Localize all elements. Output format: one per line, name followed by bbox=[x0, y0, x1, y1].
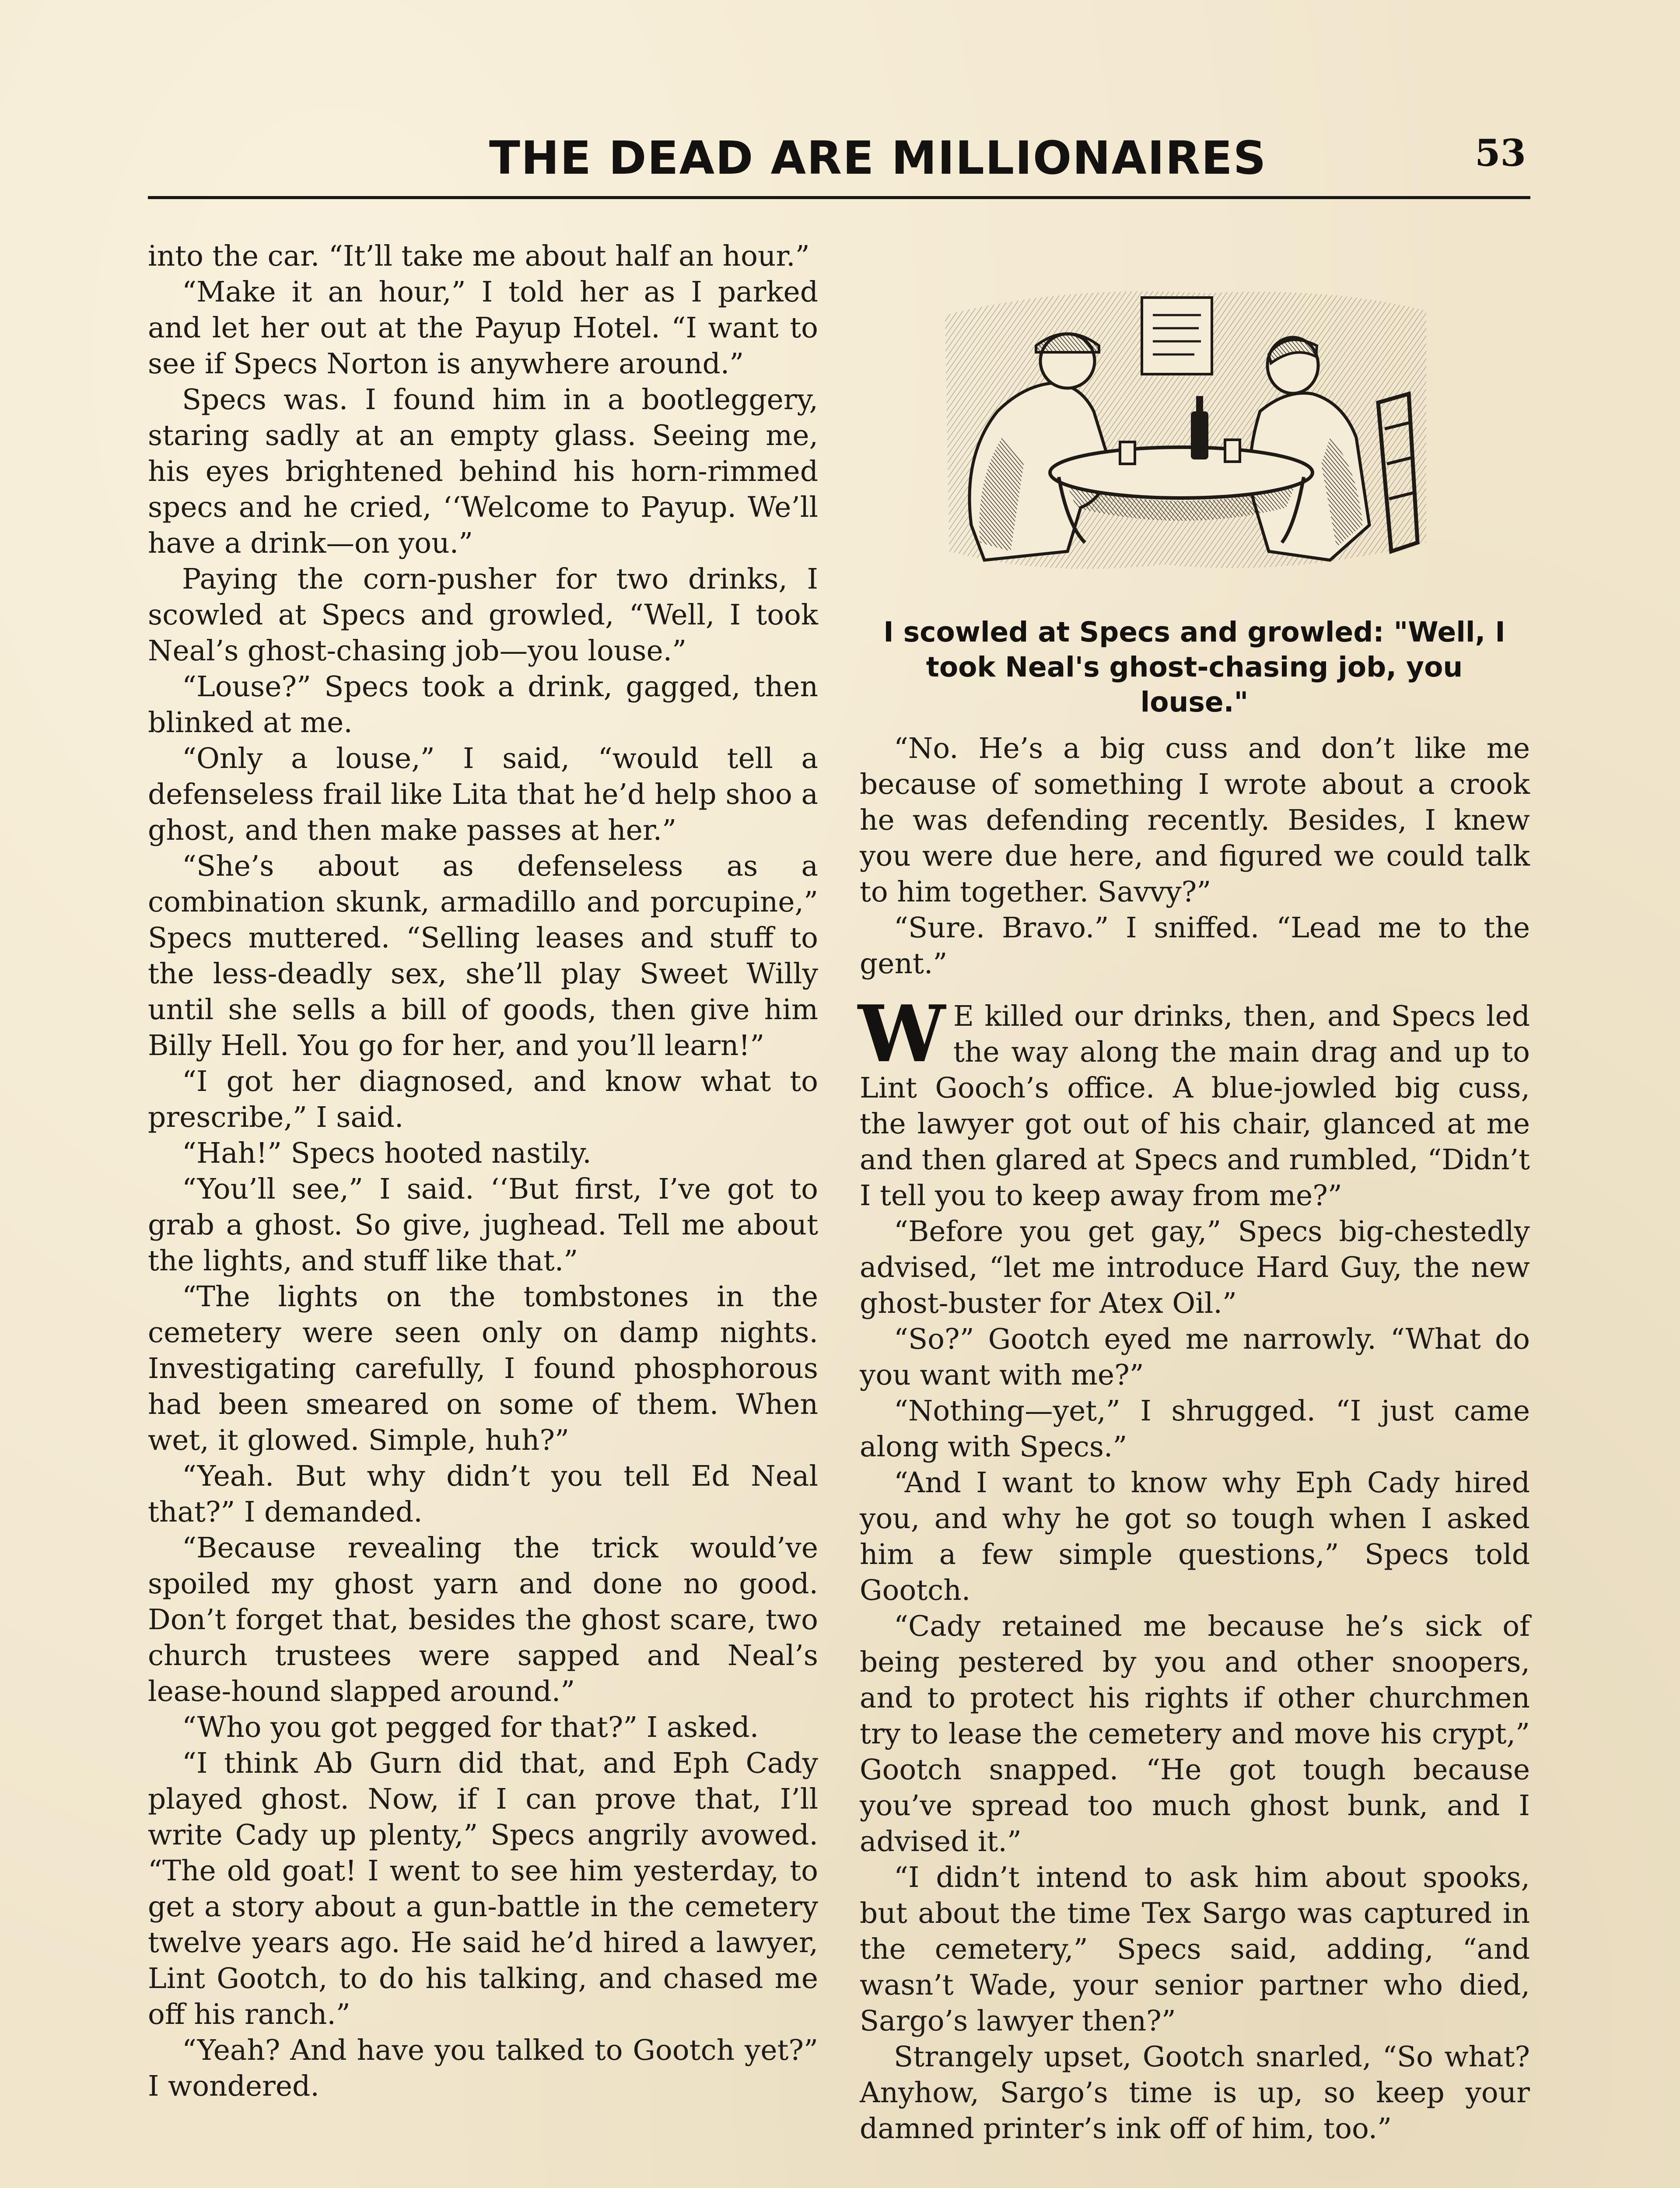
running-header bbox=[148, 122, 1530, 200]
paragraph: “Hah!” Specs hooted nastily. bbox=[182, 1137, 592, 1170]
paragraph: “I think Ab Gurn did that, and Eph Cady played ghost. Now, if I can prove that, I’ll write Cady up plenty,” Specs angrily avowed. “The old goat! I went to see him yesterday, to get a story about a gun-battle in the cemetery twelve years ago. He said he’d hired a lawyer, Lint Gootch, to do his talking, and chased me off his ranch.” bbox=[148, 1747, 818, 2031]
paragraph: “Make it an hour,” I told her as I parked and let her out at the Payup Hotel. “I want to see if Specs Norton is anywhere around.” bbox=[148, 276, 818, 380]
dropcap-paragraph bbox=[858, 988, 1530, 1214]
paragraph: “Because revealing the trick would’ve spoiled my ghost yarn and done no good. Don’t forget that, besides the ghost scare, two church trustees were sapped and Neal’s lease-hound slapped around.” bbox=[148, 1532, 818, 1708]
paragraph: “Who you got pegged for that?” I asked. bbox=[182, 1711, 759, 1744]
paragraph: “No. He’s a big cuss and don’t like me because of something I wrote about a crook he was defending recently. Besides, I knew you were due here, and figured we could talk to him together. Savvy?” bbox=[860, 732, 1530, 908]
left-text-column bbox=[148, 238, 818, 2104]
drop-cap: W bbox=[858, 988, 945, 1080]
paragraph: “Louse?” Specs took a drink, gagged, then blinked at me. bbox=[148, 670, 818, 739]
dropcap-paragraph-text: E killed our drinks, then, and Specs led the way along the main drag and up to Lint Gooch’s office. A blue-jowled big cuss, the lawyer got out of his chair, glanced at me and then glared at Specs and rumbled, “Didn’t I tell you to keep away from me?” bbox=[860, 1000, 1530, 1212]
paragraph: “Only a louse,” I said, “would tell a defenseless frail like Lita that he’d help shoo a ghost, and then make passes at her.” bbox=[148, 742, 818, 847]
illustration-caption: I scowled at Specs and growled: "Well, I took Neal's ghost-chasing job, you louse." bbox=[883, 616, 1505, 718]
paragraph: “And I want to know why Eph Cady hired you, and why he got so tough when I asked him a few simple questions,” Specs told Gootch. bbox=[860, 1466, 1530, 1607]
paragraph: “Before you get gay,” Specs big-chestedly advised, “let me introduce Hard Guy, the new ghost-buster for Atex Oil.” bbox=[860, 1215, 1530, 1320]
paragraph: “Yeah. But why didn’t you tell Ed Neal that?” I demanded. bbox=[148, 1460, 818, 1529]
paragraph: “The lights on the tombstones in the cemetery were seen only on damp nights. Investigating carefully, I found phosphorous had been smeared on some of them. When wet, it glowed. Simple, huh?” bbox=[148, 1280, 818, 1457]
paragraph: “You’ll see,” I said. ‘‘But first, I’ve got to grab a ghost. So give, jughead. Tell me about the lights, and stuff like that.” bbox=[148, 1173, 818, 1277]
header-rule bbox=[148, 196, 1530, 199]
right-text-column bbox=[860, 731, 1530, 2147]
paragraph: into the car. “It’ll take me about half an hour.” bbox=[148, 240, 810, 273]
paragraph: “Nothing—yet,” I shrugged. “I just came along with Specs.” bbox=[860, 1395, 1530, 1463]
paragraph: “So?” Gootch eyed me narrowly. “What do you want with me?” bbox=[860, 1323, 1530, 1392]
paragraph: Strangely upset, Gootch snarled, “So what? Anyhow, Sargo’s time is up, so keep your damned printer’s ink off of him, too.” bbox=[860, 2041, 1530, 2145]
paragraph: Paying the corn-pusher for two drinks, I scowled at Specs and growled, “Well, I took Neal’s ghost-chasing job—you louse.” bbox=[148, 563, 818, 667]
paragraph: “Sure. Bravo.” I sniffed. “Lead me to the gent.” bbox=[860, 912, 1530, 980]
page-title: THE DEAD ARE MILLIONAIRES bbox=[489, 131, 1267, 185]
page-number: 53 bbox=[1475, 131, 1526, 175]
two-men-at-bar-table-illustration bbox=[936, 280, 1435, 578]
paragraph: Specs was. I found him in a bootleggery, staring sadly at an empty glass. Seeing me, his eyes brightened behind his horn-rimmed specs and he cried, ‘‘Welcome to Payup. We’ll have a drink—on you.” bbox=[148, 383, 818, 560]
paragraph: “She’s about as defenseless as a combination skunk, armadillo and porcupine,” Specs muttered. “Selling leases and stuff to the less-deadly sex, she’ll play Sweet Willy until she sells a bill of goods, then give him Billy Hell. You go for her, and you’ll learn!” bbox=[148, 850, 818, 1062]
paragraph: “I got her diagnosed, and know what to prescribe,” I said. bbox=[148, 1065, 818, 1134]
paragraph: “Cady retained me because he’s sick of being pestered by you and other snoopers, and to protect his rights if other churchmen try to lease the cemetery and move his crypt,” Gootch snapped. “He got tough because you’ve spread too much ghost bunk, and I advised it.” bbox=[860, 1610, 1530, 1858]
paragraph: “Yeah? And have you talked to Gootch yet?” I wondered. bbox=[148, 2034, 818, 2103]
paragraph: “I didn’t intend to ask him about spooks, but about the time Tex Sargo was captured in the cemetery,” Specs said, adding, “and wasn’t Wade, your senior partner who died, Sargo’s lawyer then?” bbox=[860, 1861, 1530, 2037]
